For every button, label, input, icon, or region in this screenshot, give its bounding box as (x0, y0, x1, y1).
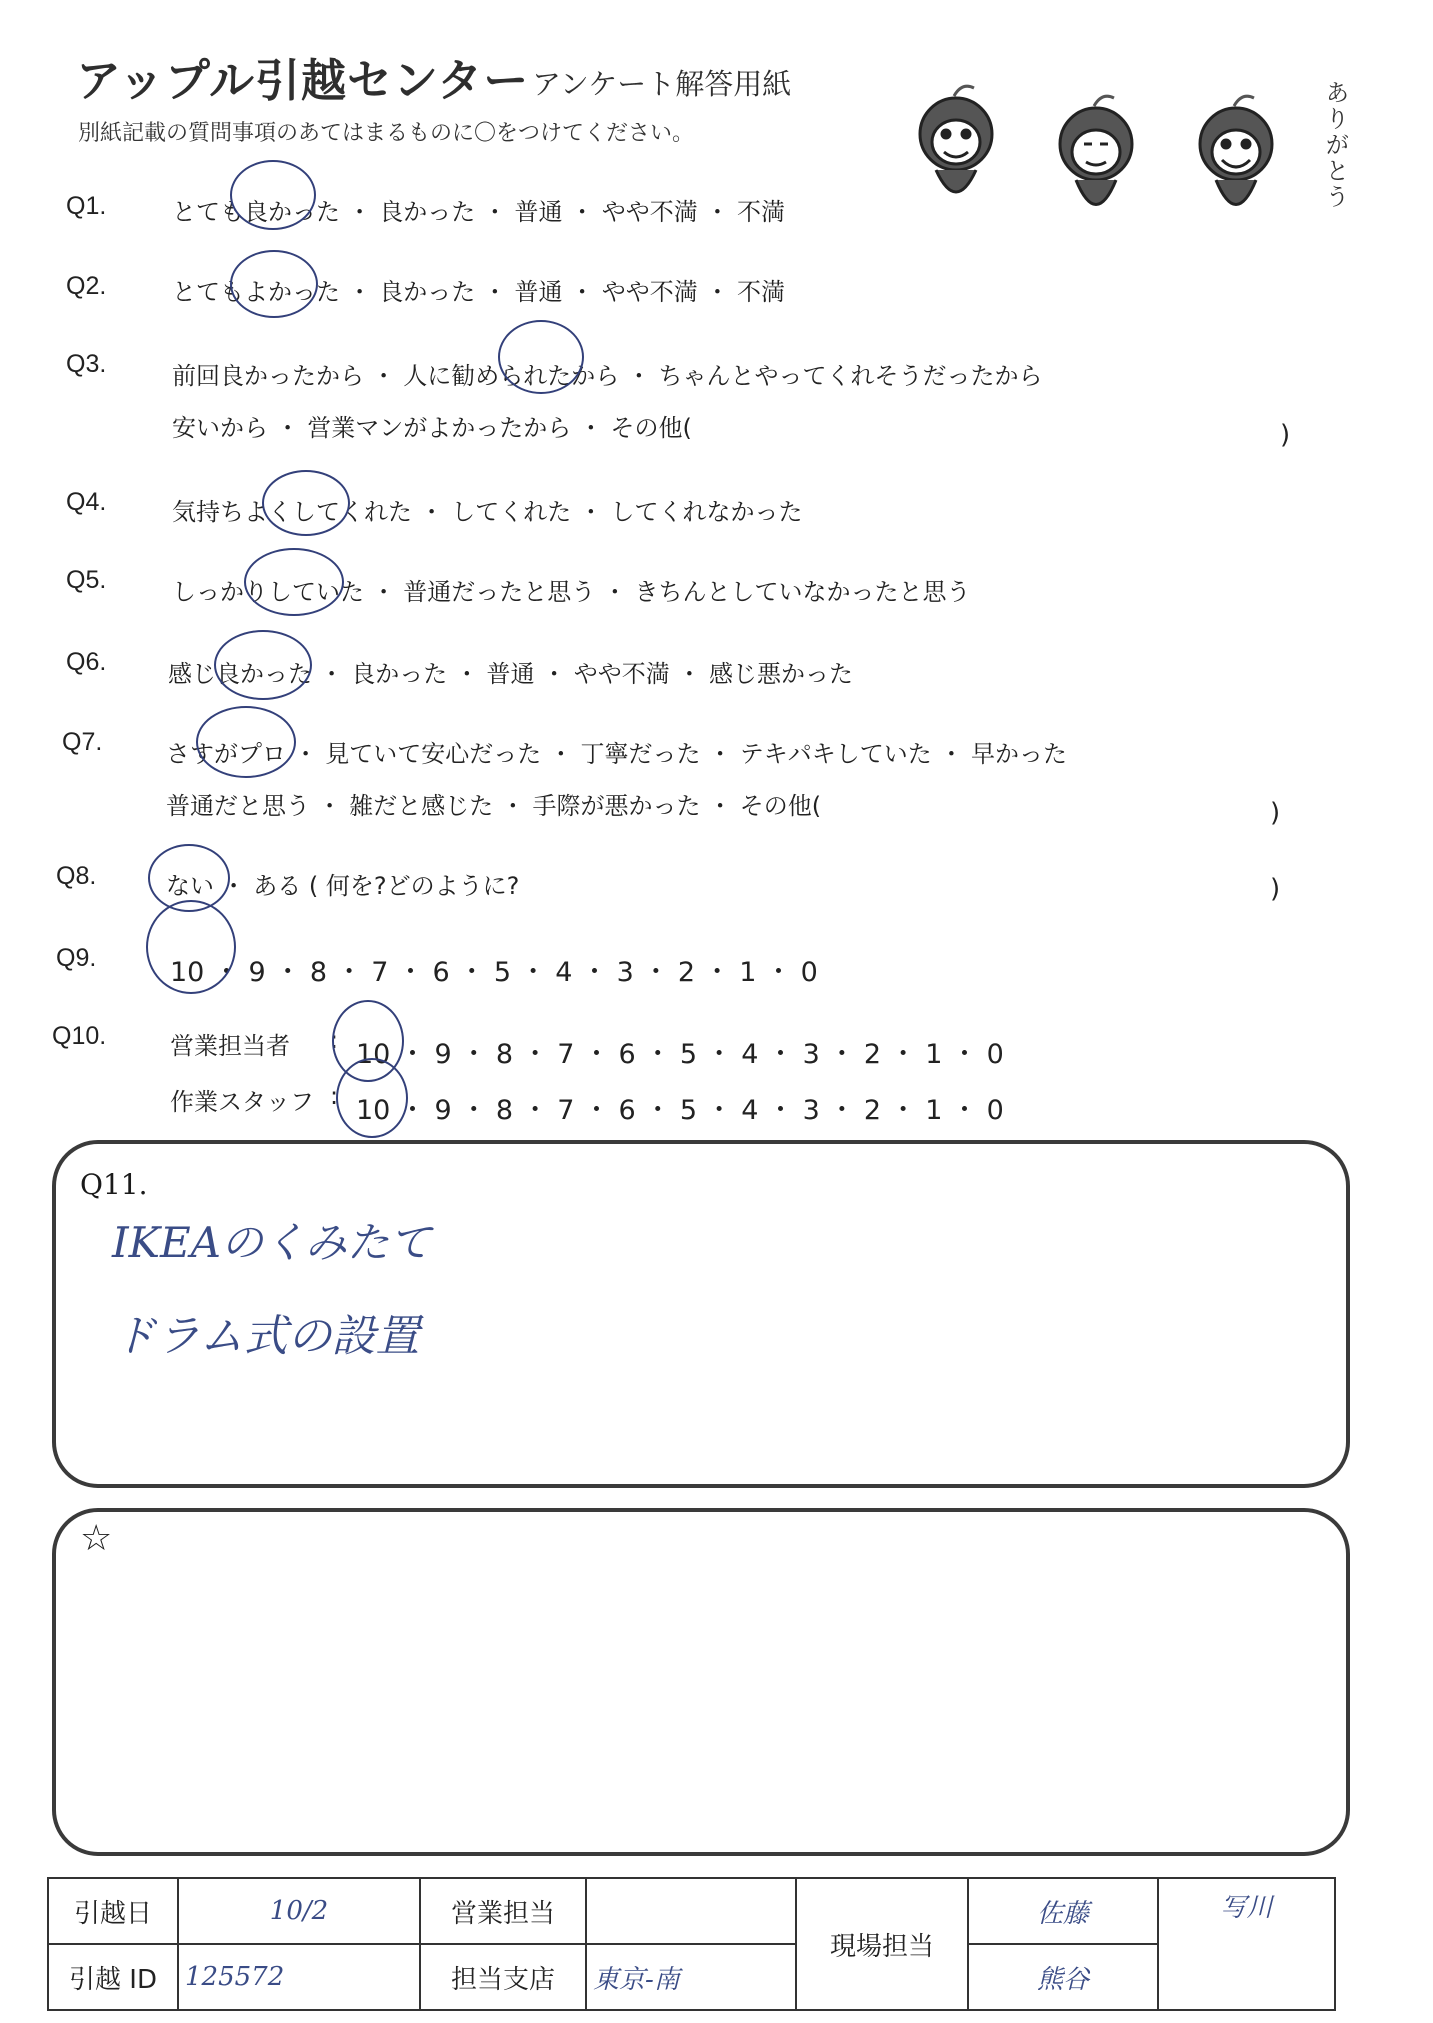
branch-label: 担当支店 (420, 1944, 586, 2010)
q11-handwritten-line-2: ドラム式の設置 (112, 1311, 420, 1362)
q9-label: Q9. (56, 944, 97, 972)
q7-close-paren: ) (1270, 798, 1281, 828)
move-id-value[interactable]: 125572 (178, 1944, 420, 2010)
monkey-mascots-illustration (896, 64, 1346, 244)
answer-circle-mark (336, 1058, 408, 1138)
q10-colon-2: : (330, 1082, 339, 1110)
move-date-value[interactable]: 10/2 (178, 1878, 420, 1944)
answer-circle-mark (262, 470, 350, 536)
q7-label: Q7. (62, 728, 103, 756)
q10-sales-scale[interactable]: 10 ・ 9 ・ 8 ・ 7 ・ 6 ・ 5 ・ 4 ・ 3 ・ 2 ・ 1 ・ 0 (356, 1039, 1004, 1070)
q5-label: Q5. (66, 566, 107, 594)
q5-options[interactable]: しっかりしていた ・ 普通だったと思う ・ きちんとしていなかったと思う (172, 578, 971, 606)
q8-label: Q8. (56, 862, 97, 890)
site-label: 現場担当 (796, 1878, 968, 2010)
move-info-table (47, 1877, 1336, 2011)
monkey-mascot-2 (1060, 96, 1132, 204)
q4-options[interactable]: 気持ちよくしてくれた ・ してくれた ・ してくれなかった (172, 498, 803, 526)
sales-label: 営業担当 (420, 1878, 586, 1944)
move-date-label: 引越日 (48, 1878, 178, 1944)
q3-label: Q3. (66, 350, 107, 378)
q10-staff-label: 作業スタッフ (170, 1088, 314, 1116)
q2-options[interactable]: とてもよかった ・ 良かった ・ 普通 ・ やや不満 ・ 不満 (172, 278, 786, 306)
q7-options-line2[interactable]: 普通だと思う ・ 雑だと感じた ・ 手際が悪かった ・ その他( (166, 792, 822, 820)
site-value-1[interactable]: 佐藤 (968, 1878, 1158, 1944)
company-title: アップル引越センター (76, 54, 530, 107)
site-value-3[interactable]: 写川 (1158, 1878, 1335, 2010)
q8-close-paren: ) (1270, 874, 1281, 904)
q10-staff-scale[interactable]: 10 ・ 9 ・ 8 ・ 7 ・ 6 ・ 5 ・ 4 ・ 3 ・ 2 ・ 1 ・ 0 (356, 1095, 1004, 1126)
q1-label: Q1. (66, 192, 107, 220)
q3-options-line1[interactable]: 前回良かったから ・ 人に勧められたから ・ ちゃんとやってくれそうだったから (172, 362, 1043, 390)
monkey-mascot-3 (1200, 96, 1272, 204)
star-icon: ☆ (80, 1518, 113, 1559)
form-subtitle: アンケート解答用紙 (532, 67, 792, 101)
q3-options-line2[interactable]: 安いから ・ 営業マンがよかったから ・ その他( (172, 414, 692, 442)
q2-label: Q2. (66, 272, 107, 300)
answer-circle-mark (214, 630, 312, 700)
site-value-2[interactable]: 熊谷 (968, 1944, 1158, 2010)
answer-circle-mark (196, 706, 296, 778)
q6-label: Q6. (66, 648, 107, 676)
branch-value[interactable]: 東京-南 (586, 1944, 796, 2010)
answer-circle-mark (146, 900, 236, 994)
q6-options[interactable]: 感じ良かった ・ 良かった ・ 普通 ・ やや不満 ・ 感じ悪かった (168, 660, 854, 688)
instruction-text: 別紙記載の質問事項のあてはまるものに〇をつけてください。 (78, 121, 695, 146)
answer-circle-mark (230, 160, 316, 230)
q10-label: Q10. (52, 1022, 107, 1050)
q10-sales-label: 営業担当者 (170, 1032, 290, 1060)
q10-colon-1: : (330, 1026, 339, 1054)
q8-options[interactable]: ない ・ ある ( 何を?どのように? (166, 872, 520, 900)
answer-circle-mark (498, 320, 584, 394)
q3-close-paren: ) (1280, 420, 1291, 450)
monkey-mascot-1 (920, 86, 992, 192)
q9-scale[interactable]: 10 ・ 9 ・ 8 ・ 7 ・ 6 ・ 5 ・ 4 ・ 3 ・ 2 ・ 1 ・ 0 (170, 957, 818, 988)
q1-options[interactable]: とても良かった ・ 良かった ・ 普通 ・ やや不満 ・ 不満 (172, 198, 786, 226)
star-comment-box[interactable] (52, 1508, 1350, 1856)
q11-handwritten-line-1: IKEAのくみたて (112, 1218, 431, 1267)
answer-circle-mark (244, 548, 344, 616)
q4-label: Q4. (66, 488, 107, 516)
q11-label: Q11. (80, 1168, 148, 1201)
sales-value[interactable] (586, 1878, 796, 1944)
q7-options-line1[interactable]: さすがプロ ・ 見ていて安心だった ・ 丁寧だった ・ テキパキしていた ・ 早かった (166, 740, 1068, 768)
mascot-caption: ありがとう (1321, 80, 1349, 210)
answer-circle-mark (230, 250, 318, 318)
move-id-label: 引越 ID (48, 1944, 178, 2010)
